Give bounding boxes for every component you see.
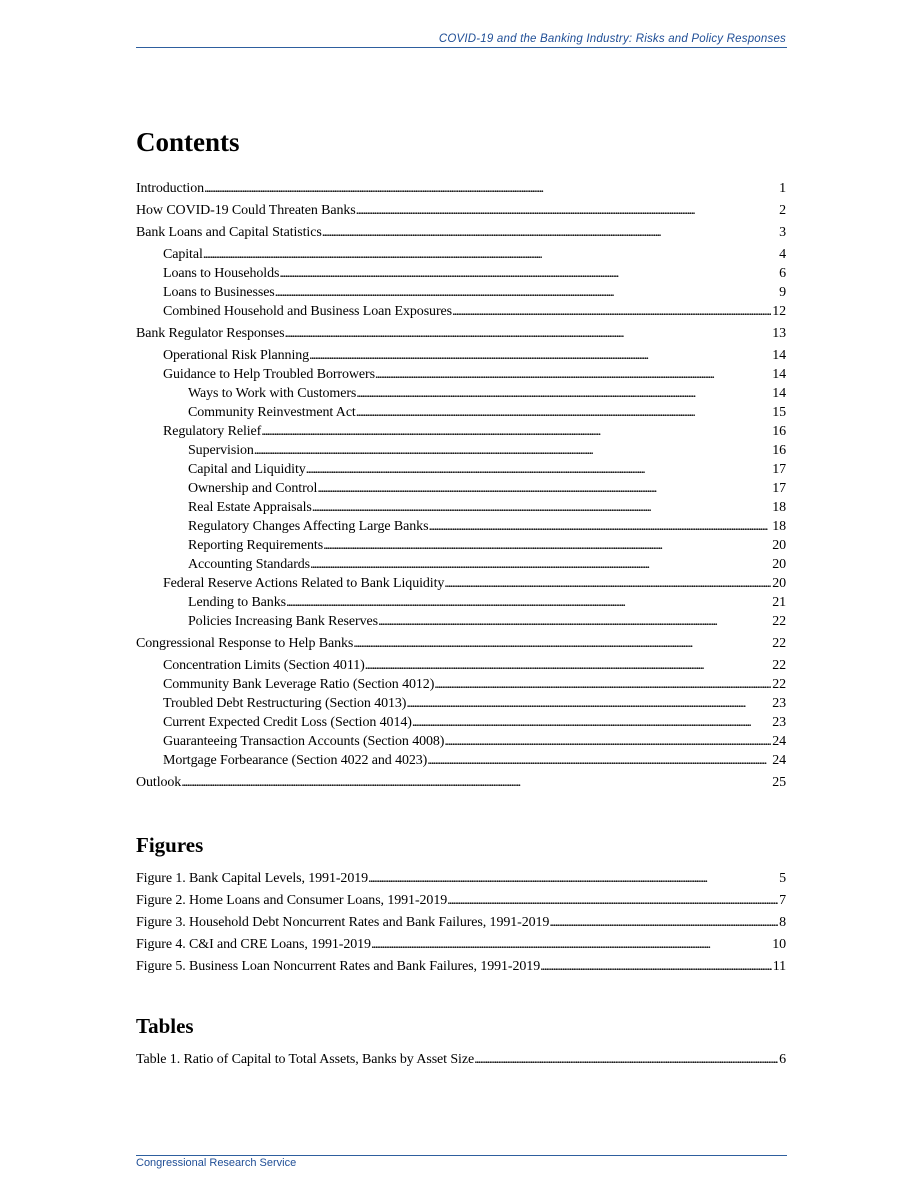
toc-entry-label: Regulatory Changes Affecting Large Banks: [188, 519, 429, 534]
toc-entry-label: Concentration Limits (Section 4011): [163, 658, 365, 673]
toc-entry-page: 17: [772, 462, 786, 477]
dot-leader: [204, 179, 778, 198]
figure-entry-label: Figure 5. Business Loan Noncurrent Rates and Bank Failures, 1991-2019: [136, 959, 541, 974]
dot-leader: [309, 346, 771, 365]
dot-leader: [452, 302, 771, 321]
toc-entry-congressional-response[interactable]: [136, 634, 786, 653]
toc-entry-page: 23: [772, 715, 786, 730]
dot-leader: [203, 245, 778, 264]
figure-entry-page: 11: [772, 959, 786, 974]
dot-leader: [356, 384, 771, 403]
toc-entry-page: 24: [772, 753, 786, 768]
dot-leader: [181, 773, 771, 792]
toc-entry-operational-risk-planning[interactable]: [136, 346, 786, 365]
toc-entry-current-expected-credit-loss[interactable]: [136, 713, 786, 732]
dot-leader: [447, 891, 778, 910]
toc-entry-federal-reserve-actions[interactable]: [136, 574, 786, 593]
figure-entry[interactable]: [136, 869, 786, 888]
toc-entry-loans-to-businesses[interactable]: [136, 283, 786, 302]
figure-entry-page: 5: [779, 871, 786, 886]
toc-entry-label: Capital: [163, 247, 203, 262]
toc-entry-capital-and-liquidity[interactable]: [136, 460, 786, 479]
toc-entry-page: 16: [772, 424, 786, 439]
toc-entry-how-covid-threaten-banks[interactable]: [136, 201, 786, 220]
toc-entry-page: 22: [772, 636, 786, 651]
figures-heading: Figures: [136, 833, 204, 857]
toc-entry-page: 24: [772, 734, 786, 749]
figure-entry-label: Figure 4. C&I and CRE Loans, 1991-2019: [136, 937, 371, 952]
dot-leader: [317, 479, 771, 498]
dot-leader: [444, 574, 771, 593]
toc-entry-bank-regulator-responses[interactable]: [136, 324, 786, 343]
toc-entry-label: Lending to Banks: [188, 595, 286, 610]
table-entry[interactable]: [136, 1050, 786, 1069]
toc-entry-label: Supervision: [188, 443, 254, 458]
toc-entry-page: 22: [772, 614, 786, 629]
figure-entry[interactable]: [136, 935, 786, 954]
figures-section: [136, 830, 786, 976]
toc-entry-supervision[interactable]: [136, 441, 786, 460]
toc-entry-label: Ways to Work with Customers: [188, 386, 357, 401]
running-header: COVID-19 and the Banking Industry: Risks and Policy Responses: [438, 33, 786, 45]
toc-entry-reporting-requirements[interactable]: [136, 536, 786, 555]
figure-entry-label: Figure 1. Bank Capital Levels, 1991-2019: [136, 871, 369, 886]
toc-entry-label: Bank Regulator Responses: [136, 326, 285, 341]
dot-leader: [406, 694, 771, 713]
figure-entry-page: 8: [779, 915, 786, 930]
toc-entry-page: 17: [772, 481, 786, 496]
toc-entry-label: Guaranteeing Transaction Accounts (Section 4008): [163, 734, 445, 749]
toc-entry-label: Accounting Standards: [188, 557, 311, 572]
contents-heading: Contents: [136, 127, 240, 157]
toc-entry-label: How COVID-19 Could Threaten Banks: [136, 203, 356, 218]
toc-entry-guidance-troubled-borrowers[interactable]: [136, 365, 786, 384]
toc-entry-label: Outlook: [136, 775, 182, 790]
toc-entry-page: 12: [772, 304, 786, 319]
dot-leader: [549, 913, 778, 932]
toc-entry-label: Regulatory Relief: [163, 424, 262, 439]
dot-leader: [353, 634, 771, 653]
toc-entry-label: Operational Risk Planning: [163, 348, 310, 363]
dot-leader: [356, 403, 771, 422]
dot-leader: [378, 612, 771, 631]
dot-leader: [428, 517, 771, 536]
header-rule: [136, 47, 787, 48]
dot-leader: [275, 283, 778, 302]
toc-entry-label: Guidance to Help Troubled Borrowers: [163, 367, 375, 382]
dot-leader: [434, 675, 771, 694]
toc-entry-page: 3: [779, 225, 786, 240]
toc-entry-page: 1: [779, 181, 786, 196]
toc-entry-page: 20: [772, 538, 786, 553]
toc-page-content: [136, 120, 786, 1069]
toc-entry-label: Reporting Requirements: [188, 538, 324, 553]
dot-leader: [279, 264, 778, 283]
footer-rule: [136, 1155, 787, 1156]
dot-leader: [427, 751, 771, 770]
toc-entry-label: Current Expected Credit Loss (Section 4014): [163, 715, 412, 730]
dot-leader: [356, 201, 778, 220]
toc-entry-label: Ownership and Control: [188, 481, 318, 496]
toc-entry-bank-loans-capital-statistics[interactable]: [136, 223, 786, 242]
toc-entry-page: 4: [779, 247, 786, 262]
toc-entry-page: 14: [772, 367, 786, 382]
toc-entry-ownership-and-control[interactable]: [136, 479, 786, 498]
dot-leader: [444, 732, 771, 751]
toc-entry-troubled-debt-restructuring[interactable]: [136, 694, 786, 713]
figure-entry-label: Figure 3. Household Debt Noncurrent Rates and Bank Failures, 1991-2019: [136, 915, 550, 930]
toc-entry-ways-to-work-with-customers[interactable]: [136, 384, 786, 403]
toc-entry-page: 20: [772, 557, 786, 572]
toc-entry-label: Congressional Response to Help Banks: [136, 636, 354, 651]
tables-section: [136, 1011, 786, 1069]
toc-entry-regulatory-changes-large-banks[interactable]: [136, 517, 786, 536]
table-entry-label: Table 1. Ratio of Capital to Total Assets, Banks by Asset Size: [136, 1052, 475, 1067]
dot-leader: [254, 441, 771, 460]
toc-entry-label: Introduction: [136, 181, 205, 196]
toc-entry-page: 2: [779, 203, 786, 218]
dot-leader: [368, 869, 778, 888]
toc-entry-label: Loans to Businesses: [163, 285, 275, 300]
figure-entry[interactable]: [136, 913, 786, 932]
dot-leader: [261, 422, 771, 441]
dot-leader: [322, 223, 778, 242]
toc-entry-loans-to-households[interactable]: [136, 264, 786, 283]
dot-leader: [310, 555, 771, 574]
toc-entry-page: 14: [772, 348, 786, 363]
dot-leader: [284, 324, 771, 343]
figure-entry[interactable]: [136, 891, 786, 910]
toc-entry-label: Combined Household and Business Loan Exposures: [163, 304, 452, 319]
toc-entry-regulatory-relief[interactable]: [136, 422, 786, 441]
dot-leader: [412, 713, 771, 732]
toc-entry-real-estate-appraisals[interactable]: [136, 498, 786, 517]
figure-entry-page: 7: [779, 893, 786, 908]
toc-entry-concentration-limits[interactable]: [136, 656, 786, 675]
toc-entry-page: 14: [772, 386, 786, 401]
toc-entry-page: 22: [772, 658, 786, 673]
toc-entry-page: 13: [772, 326, 786, 341]
dot-leader: [371, 935, 771, 954]
dot-leader: [474, 1050, 778, 1069]
contents-list: [136, 179, 786, 792]
toc-entry-mortgage-forbearance[interactable]: [136, 751, 786, 770]
toc-entry-page: 21: [772, 595, 786, 610]
toc-entry-page: 23: [772, 696, 786, 711]
running-footer: Congressional Research Service: [136, 1157, 297, 1169]
dot-leader: [323, 536, 771, 555]
tables-list: [136, 1050, 786, 1069]
toc-entry-label: Real Estate Appraisals: [188, 500, 312, 515]
toc-entry-accounting-standards[interactable]: [136, 555, 786, 574]
toc-entry-label: Capital and Liquidity: [188, 462, 306, 477]
toc-entry-combined-loan-exposures[interactable]: [136, 302, 786, 321]
toc-entry-label: Bank Loans and Capital Statistics: [136, 225, 322, 240]
toc-entry-label: Community Bank Leverage Ratio (Section 4012): [163, 677, 435, 692]
toc-entry-page: 16: [772, 443, 786, 458]
toc-entry-page: 18: [772, 519, 786, 534]
figure-entry-label: Figure 2. Home Loans and Consumer Loans, 1991-2019: [136, 893, 448, 908]
figures-list: [136, 869, 786, 976]
toc-entry-capital[interactable]: [136, 245, 786, 264]
toc-entry-page: 25: [772, 775, 786, 790]
toc-entry-label: Mortgage Forbearance (Section 4022 and 4023): [163, 753, 428, 768]
toc-entry-page: 9: [779, 285, 786, 300]
toc-entry-label: Community Reinvestment Act: [188, 405, 356, 420]
toc-entry-page: 20: [772, 576, 786, 591]
toc-entry-label: Policies Increasing Bank Reserves: [188, 614, 378, 629]
dot-leader: [286, 593, 771, 612]
dot-leader: [312, 498, 771, 517]
figure-entry-page: 10: [772, 937, 786, 952]
toc-entry-guaranteeing-transaction-accounts[interactable]: [136, 732, 786, 751]
tables-heading: Tables: [136, 1014, 194, 1038]
dot-leader: [365, 656, 772, 675]
toc-entry-page: 22: [772, 677, 786, 692]
toc-entry-label: Federal Reserve Actions Related to Bank Liquidity: [163, 576, 445, 591]
toc-entry-label: Troubled Debt Restructuring (Section 4013): [163, 696, 407, 711]
toc-entry-page: 6: [779, 266, 786, 281]
toc-entry-introduction[interactable]: [136, 179, 786, 198]
dot-leader: [306, 460, 772, 479]
dot-leader: [375, 365, 771, 384]
table-entry-page: 6: [779, 1052, 786, 1067]
toc-entry-lending-to-banks[interactable]: [136, 593, 786, 612]
toc-entry-outlook[interactable]: [136, 773, 786, 792]
toc-entry-policies-increasing-reserves[interactable]: [136, 612, 786, 631]
toc-entry-community-reinvestment-act[interactable]: [136, 403, 786, 422]
figure-entry[interactable]: [136, 957, 786, 976]
toc-entry-label: Loans to Households: [163, 266, 280, 281]
toc-entry-page: 18: [772, 500, 786, 515]
dot-leader: [540, 957, 772, 976]
toc-entry-page: 15: [772, 405, 786, 420]
toc-entry-community-bank-leverage-ratio[interactable]: [136, 675, 786, 694]
